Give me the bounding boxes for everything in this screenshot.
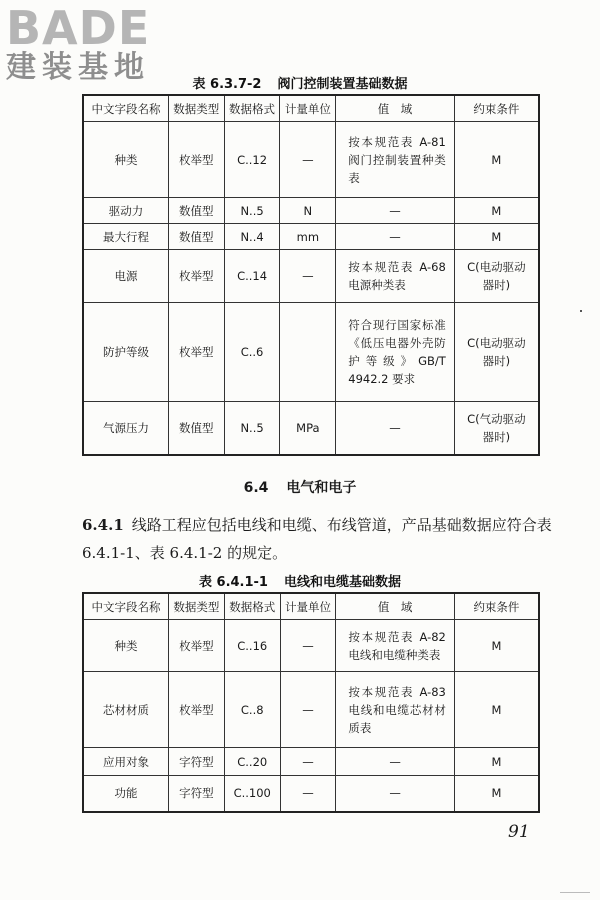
table-cell: 字符型: [169, 776, 225, 812]
section-title: 电气和电子: [286, 480, 357, 496]
clause-paragraph: [82, 511, 552, 567]
table-cell: 按本规范表 A-82 电线和电缆种类表: [336, 620, 454, 672]
table-cell: —: [280, 748, 336, 776]
scan-speck: [580, 310, 582, 312]
table-cell: mm: [280, 224, 336, 250]
table-cell: —: [280, 620, 336, 672]
table-cell: 符合现行国家标准《低压电器外壳防护等级》GB/T 4942.2 要求: [336, 303, 455, 402]
table-cell: N..5: [224, 402, 280, 455]
section-number: 6.4: [243, 480, 269, 496]
table-cell: 种类: [83, 620, 169, 672]
table-cell: 驱动力: [83, 198, 168, 224]
table-row: [83, 748, 539, 776]
table2-number: 表 6.4.1-1: [199, 575, 268, 590]
table-cell: 按本规范表 A-83 电线和电缆芯材材质表: [336, 672, 454, 748]
table-row: [83, 224, 539, 250]
table-row: [83, 776, 539, 812]
table-cell: N..5: [224, 198, 280, 224]
table2: [82, 592, 540, 813]
table1-header: 数据类型: [168, 95, 224, 122]
table-cell: M: [454, 620, 539, 672]
table-cell: C(气动驱动器时): [454, 402, 539, 455]
table-cell: 电源: [83, 250, 168, 303]
table1-header: 值 域: [336, 95, 455, 122]
table-row: [83, 122, 539, 198]
table-cell: M: [454, 198, 539, 224]
table-cell: [280, 303, 336, 402]
table2-header: 数据格式: [224, 593, 280, 620]
table2-header: 中文字段名称: [83, 593, 169, 620]
table1: [82, 94, 540, 456]
table-cell: 枚举型: [168, 303, 224, 402]
table-cell: —: [336, 776, 454, 812]
table-cell: C..8: [224, 672, 280, 748]
table-cell: —: [280, 776, 336, 812]
logo-bottom-text: 建装基地: [6, 50, 150, 85]
clause-text: 线路工程应包括电线和电缆、布线管道，产品基础数据应符合表 6.4.1-1、表 6.4.1-2 的规定。: [82, 516, 552, 562]
table-cell: 数值型: [168, 224, 224, 250]
table-cell: 种类: [83, 122, 168, 198]
table2-header-row: [83, 593, 539, 620]
table-cell: 枚举型: [169, 620, 225, 672]
table-cell: 数值型: [168, 402, 224, 455]
table-cell: C..6: [224, 303, 280, 402]
table-cell: C..12: [224, 122, 280, 198]
table1-title: 阀门控制装置基础数据: [277, 77, 408, 92]
clause-number: 6.4.1: [82, 516, 124, 534]
table-cell: —: [280, 122, 336, 198]
table1-header: 计量单位: [280, 95, 336, 122]
table-cell: M: [454, 672, 539, 748]
table-row: [83, 250, 539, 303]
table2-header: 值 域: [336, 593, 454, 620]
table-row: [83, 672, 539, 748]
table-cell: 芯材材质: [83, 672, 169, 748]
table-cell: M: [454, 122, 539, 198]
table-cell: 枚举型: [168, 122, 224, 198]
table-cell: C(电动驱动器时): [454, 250, 539, 303]
table-cell: M: [454, 776, 539, 812]
table1-header: 约束条件: [454, 95, 539, 122]
table-cell: N..4: [224, 224, 280, 250]
table-cell: C..14: [224, 250, 280, 303]
table-cell: N: [280, 198, 336, 224]
table2-title: 电线和电缆基础数据: [283, 575, 401, 590]
table-cell: C(电动驱动器时): [454, 303, 539, 402]
table2-header: 约束条件: [454, 593, 539, 620]
table-cell: 枚举型: [168, 250, 224, 303]
table-cell: —: [336, 402, 455, 455]
table-cell: 数值型: [168, 198, 224, 224]
table-cell: —: [336, 224, 455, 250]
table-cell: MPa: [280, 402, 336, 455]
table2-caption: [0, 571, 600, 590]
logo-top-text: BADE: [6, 1, 151, 55]
table-cell: —: [280, 250, 336, 303]
table-cell: 字符型: [169, 748, 225, 776]
table-row: [83, 620, 539, 672]
table-row: [83, 198, 539, 224]
table-cell: 按本规范表 A-81 阀门控制装置种类表: [336, 122, 455, 198]
table-row: [83, 402, 539, 455]
table-cell: 功能: [83, 776, 169, 812]
table-cell: M: [454, 224, 539, 250]
table-cell: 按本规范表 A-68 电源种类表: [336, 250, 455, 303]
table-cell: C..20: [224, 748, 280, 776]
page-number: 91: [508, 822, 530, 842]
table-cell: 应用对象: [83, 748, 169, 776]
table-cell: 防护等级: [83, 303, 168, 402]
section-heading: [0, 477, 600, 497]
table-cell: 最大行程: [83, 224, 168, 250]
table1-number: 表 6.3.7-2: [192, 77, 262, 92]
table1-header-row: [83, 95, 539, 122]
table1-header: 中文字段名称: [83, 95, 168, 122]
table-cell: 枚举型: [169, 672, 225, 748]
table-cell: —: [336, 198, 455, 224]
table2-header: 计量单位: [280, 593, 336, 620]
table-cell: M: [454, 748, 539, 776]
table-cell: C..100: [224, 776, 280, 812]
scan-speck: [560, 892, 590, 893]
table-cell: 气源压力: [83, 402, 168, 455]
table2-header: 数据类型: [169, 593, 225, 620]
table-cell: C..16: [224, 620, 280, 672]
table1-header: 数据格式: [224, 95, 280, 122]
table-cell: —: [336, 748, 454, 776]
table-row: [83, 303, 539, 402]
table-cell: —: [280, 672, 336, 748]
table1-caption: [0, 73, 600, 92]
